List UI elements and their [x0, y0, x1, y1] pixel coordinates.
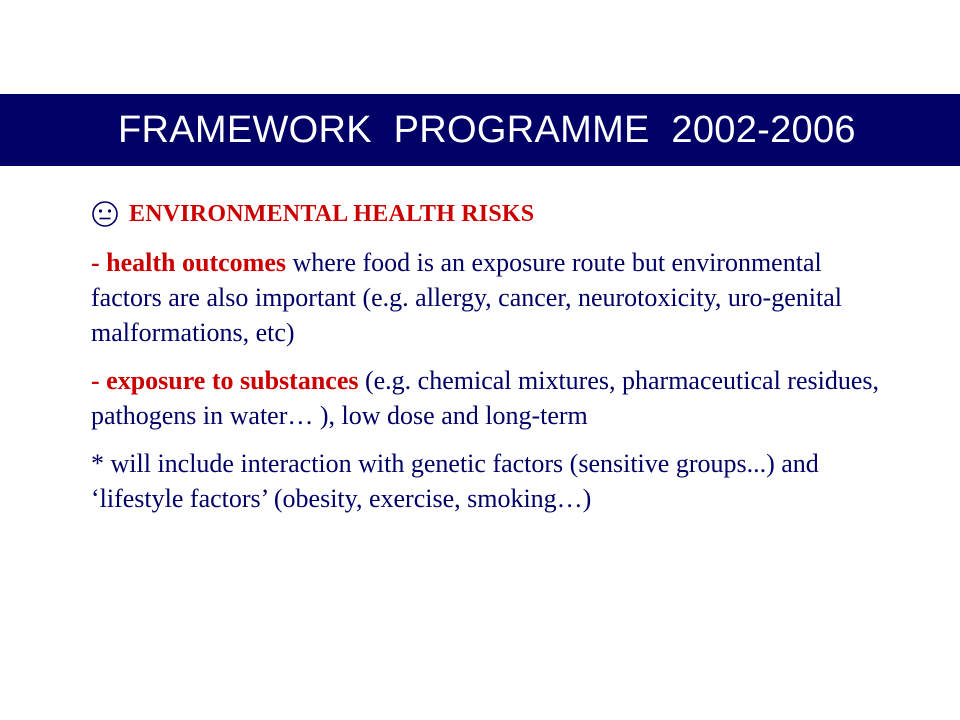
- section-heading-row: [91, 195, 891, 233]
- point-text: (e.g. chemical mixtures, pharmaceutical residues, pathogens in water… ), low dose and long-term: [91, 366, 879, 430]
- point-health-outcomes: [91, 245, 891, 350]
- neutral-face-icon: [91, 200, 119, 228]
- section-heading: ENVIRONMENTAL HEALTH RISKS: [129, 200, 535, 227]
- slide-body: [91, 195, 891, 529]
- point-lead: - exposure to substances: [91, 366, 359, 395]
- point-exposure-substances: [91, 363, 891, 433]
- slide-title: FRAMEWORK PROGRAMME 2002-2006: [118, 109, 856, 151]
- point-text: where food is an exposure route but environmental factors are also important (e.g. allergy, cancer, neurotoxicity, uro-genital malformations, etc): [91, 248, 842, 347]
- note-lifestyle-factors: * will include interaction with genetic factors (sensitive groups...) and ‘lifestyle factors’ (obesity, exercise, smoking…): [91, 449, 819, 513]
- point-lead: - health outcomes: [91, 248, 286, 277]
